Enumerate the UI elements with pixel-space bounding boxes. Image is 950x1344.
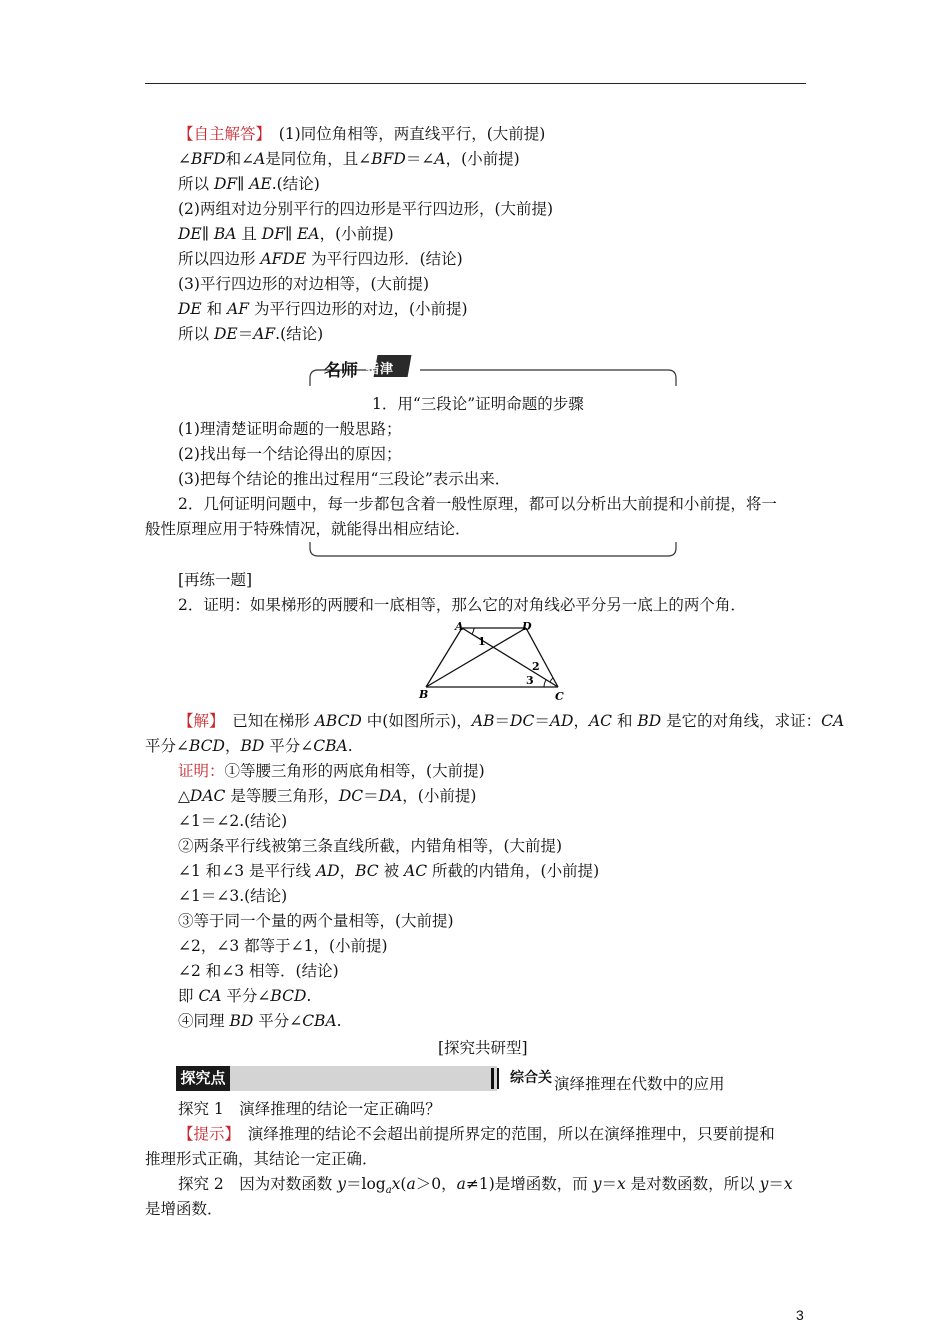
answer-line (178, 274, 429, 294)
text-run: 平分∠ (145, 737, 189, 755)
explore-line (145, 1199, 223, 1219)
text-run: DAC (189, 787, 226, 805)
comprehensive-tag-label: 综合关 (510, 1070, 552, 1086)
text-run: BD (229, 1012, 254, 1030)
practice-heading: [再练一题] (178, 571, 253, 589)
text-run: .(结论) (275, 325, 324, 343)
text-run: (3)平行四边形的对边相等，(大前提) (178, 275, 430, 293)
text-run: DE (178, 300, 202, 318)
text-run: ＝ (601, 1175, 617, 1193)
label-angle-2: 2 (532, 660, 540, 673)
answer-line (178, 124, 545, 144)
text-run: 是等腰三角形， (225, 787, 339, 805)
text-run: AFDE (260, 250, 307, 268)
practice-problem: 2．证明：如果梯形的两腰和一底相等，那么它的对角线必平分另一底上的两个角． (178, 596, 746, 614)
text-run: (2)两组对边分别平行的四边形是平行四边形，(大前提) (178, 200, 554, 218)
explore-topic: 演绎推理在代数中的应用 (554, 1075, 725, 1093)
text-run: DF (213, 175, 238, 193)
text-run: AF (253, 325, 276, 343)
text-run: ④同理 (178, 1012, 230, 1030)
guide-line (178, 444, 401, 464)
solution-line (178, 911, 454, 931)
text-run: 所以四边形 (178, 250, 261, 268)
text-run: EA (297, 225, 320, 243)
text-run: DF (261, 225, 285, 243)
text-run: ∠2 和∠3 相等．(结论) (178, 962, 339, 980)
solution-line (178, 961, 339, 981)
trapezoid-figure (410, 618, 580, 704)
text-run: 般性原理应用于特殊情况，就能得出相应结论． (145, 520, 471, 538)
text-run: y (337, 1175, 346, 1193)
text-run: (1)同位角相等，两直线平行，(大前提) (263, 125, 546, 143)
text-run: DE (178, 225, 202, 243)
text-run: BA (213, 225, 237, 243)
text-run: AD (549, 712, 574, 730)
text-run: 推理形式正确，其结论一定正确． (145, 1150, 378, 1168)
text-run: y (759, 1175, 769, 1193)
text-run: AC (588, 712, 613, 730)
text-run: ，(小前提) (445, 150, 520, 168)
guide-line (178, 494, 777, 514)
text-run: 和 (201, 300, 228, 318)
text-run: 探究 2 因为对数函数 (178, 1175, 338, 1193)
text-run: ＝ (534, 712, 550, 730)
guide-line (178, 469, 510, 489)
text-run: A (254, 150, 266, 168)
solution-line (178, 836, 562, 856)
text-run: BCD (270, 987, 307, 1005)
text-run: BD (637, 712, 662, 730)
text-run: ( (400, 1175, 407, 1193)
angle-arc-3 (544, 680, 546, 687)
guide-line (372, 394, 584, 414)
text-run: ABCD (314, 712, 362, 730)
text-run: ③等于同一个量的两个量相等，(大前提) (178, 912, 454, 930)
text-run: 证明： (178, 762, 225, 780)
text-run: AB (471, 712, 495, 730)
text-run: 2．几何证明问题中，每一步都包含着一般性原理，都可以分析出大前提和小前提，将一 (178, 495, 777, 513)
text-run: ＝log (345, 1175, 386, 1193)
text-run: x (616, 1175, 626, 1193)
text-run: △ (178, 787, 190, 805)
text-run: ＞0， (415, 1175, 457, 1193)
text-run: ＝ (768, 1175, 784, 1193)
text-run: ≠1)是增函数，而 (465, 1175, 593, 1193)
text-run: AC (404, 862, 428, 880)
text-run: ， (339, 862, 356, 880)
text-run: 1．用“三段论”证明命题的步骤 (372, 395, 584, 413)
solution-line (145, 736, 353, 756)
text-run: DE (213, 325, 238, 343)
text-run: ∠1＝∠3.(结论) (178, 887, 288, 905)
text-run: BD (240, 737, 265, 755)
guide-line (178, 419, 401, 439)
text-run: 被 (378, 862, 405, 880)
text-run: A (434, 150, 446, 168)
explore-line (145, 1149, 378, 1169)
solution-line (178, 761, 485, 781)
text-run: ＝ (494, 712, 511, 730)
explore-line (178, 1099, 441, 1119)
explore-line (178, 1124, 775, 1144)
page-number: 3 (796, 1307, 804, 1323)
text-run: a (406, 1175, 416, 1193)
text-run: AD (315, 862, 340, 880)
text-run: 为平行四边形的对边，(小前提) (249, 300, 468, 318)
solution-line (178, 711, 844, 731)
text-run: . (347, 737, 353, 755)
text-run: 是它的对角线，求证： (661, 712, 822, 730)
label-C: C (555, 690, 564, 703)
box-bottom-border (300, 540, 690, 562)
solution-line (178, 786, 476, 806)
text-run: .(结论) (271, 175, 320, 193)
text-run: (1)理清楚证明命题的一般思路； (178, 420, 402, 438)
tag-guide: 指津 (366, 362, 395, 377)
text-run: x (783, 1175, 793, 1193)
text-run: 为平行四边形．(结论) (306, 250, 463, 268)
text-run: 是增函数． (145, 1200, 223, 1218)
header-rule (145, 83, 806, 84)
angle-arc-2 (550, 678, 553, 682)
text-run: 已知在梯形 (216, 712, 315, 730)
text-run: ＝ (237, 325, 254, 343)
answer-line (178, 149, 520, 169)
solution-line (178, 936, 388, 956)
answer-line (178, 199, 553, 219)
label-B: B (419, 688, 429, 701)
text-run: AF (227, 300, 250, 318)
tag-famous-teacher: 名师 (324, 361, 358, 381)
text-run: 中(如图所示)， (361, 712, 472, 730)
text-run: 和 (612, 712, 638, 730)
text-run: 【自主解答】 (178, 125, 264, 143)
solution-line (178, 886, 287, 906)
text-run: 【提示】 (178, 1125, 233, 1143)
text-run: (2)找出每一个结论得出的原因； (178, 445, 402, 463)
text-run: . (336, 1012, 342, 1030)
comprehensive-tag (497, 1066, 552, 1091)
text-run: DA (378, 787, 403, 805)
text-run: 平分∠ (264, 737, 314, 755)
label-angle-3: 3 (526, 674, 534, 687)
text-run: CBA (313, 737, 348, 755)
angle-arc-1 (472, 628, 474, 634)
text-run: 和∠ (225, 150, 255, 168)
explore-line (178, 1174, 793, 1201)
text-run: ， (224, 737, 241, 755)
text-run: AE (249, 175, 272, 193)
label-A: A (455, 620, 464, 633)
double-bar-icon (491, 1068, 499, 1089)
text-run: ∥ (237, 175, 250, 193)
text-run: 探究 1 演绎推理的结论一定正确吗？ (178, 1100, 441, 1118)
text-run: 平分∠ (253, 1012, 303, 1030)
text-run: ∠1＝∠2.(结论) (178, 812, 288, 830)
solution-line (178, 861, 599, 881)
text-run: DC (510, 712, 535, 730)
text-run: x (391, 1175, 401, 1193)
text-run: (3)把每个结论的推出过程用“三段论”表示出来． (178, 470, 511, 488)
answer-line (178, 224, 394, 244)
text-run: a (456, 1175, 466, 1193)
text-run: DC (338, 787, 364, 805)
segment-AB (426, 628, 462, 687)
text-run: ①等腰三角形的两底角相等，(大前提) (224, 762, 485, 780)
text-run: 【解】 (178, 712, 217, 730)
answer-line (178, 299, 468, 319)
text-run: ， (573, 712, 589, 730)
text-run: 所截的内错角，(小前提) (427, 862, 600, 880)
solution-line (178, 986, 311, 1006)
text-run: 且 (236, 225, 262, 243)
text-run: BC (355, 862, 379, 880)
text-run: 所以 (178, 175, 214, 193)
guide-line (145, 519, 471, 539)
text-run: 平分∠ (221, 987, 271, 1005)
text-run: y (592, 1175, 602, 1193)
text-run: ＝∠ (405, 150, 435, 168)
box-top-border (300, 352, 690, 392)
text-run: ∠1 和∠3 是平行线 (178, 862, 316, 880)
text-run: CA (821, 712, 845, 730)
text-run: BFD (371, 150, 406, 168)
label-angle-1: 1 (478, 635, 486, 648)
answer-line (178, 324, 323, 344)
text-run: CBA (302, 1012, 337, 1030)
text-run: ∥ (284, 225, 298, 243)
text-run: CA (198, 987, 222, 1005)
text-run: a (385, 1185, 392, 1197)
explore-tag-label: 探究点 (176, 1066, 230, 1091)
text-run: ②两条平行线被第三条直线所截，内错角相等，(大前提) (178, 837, 563, 855)
text-run: 所以 (178, 325, 214, 343)
answer-line (178, 174, 320, 194)
text-run: 是同位角，且∠ (265, 150, 372, 168)
text-run: BFD (191, 150, 226, 168)
text-run: ∠2，∠3 都等于∠1，(小前提) (178, 937, 388, 955)
explore-heading: [探究共研型] (438, 1039, 528, 1057)
text-run: ∠ (178, 150, 191, 168)
text-run: . (306, 987, 312, 1005)
text-run: 是对数函数，所以 (625, 1175, 760, 1193)
text-run: ，(小前提) (319, 225, 394, 243)
answer-line (178, 249, 463, 269)
text-run: ，(小前提) (402, 787, 477, 805)
text-run: ∥ (201, 225, 214, 243)
text-run: ＝ (363, 787, 379, 805)
solution-line (178, 1011, 342, 1031)
text-run: BCD (189, 737, 225, 755)
label-D: D (522, 620, 532, 633)
solution-line (178, 811, 287, 831)
text-run: 演绎推理的结论不会超出前提所界定的范围，所以在演绎推理中，只要前提和 (232, 1125, 775, 1143)
text-run: 即 (178, 987, 199, 1005)
